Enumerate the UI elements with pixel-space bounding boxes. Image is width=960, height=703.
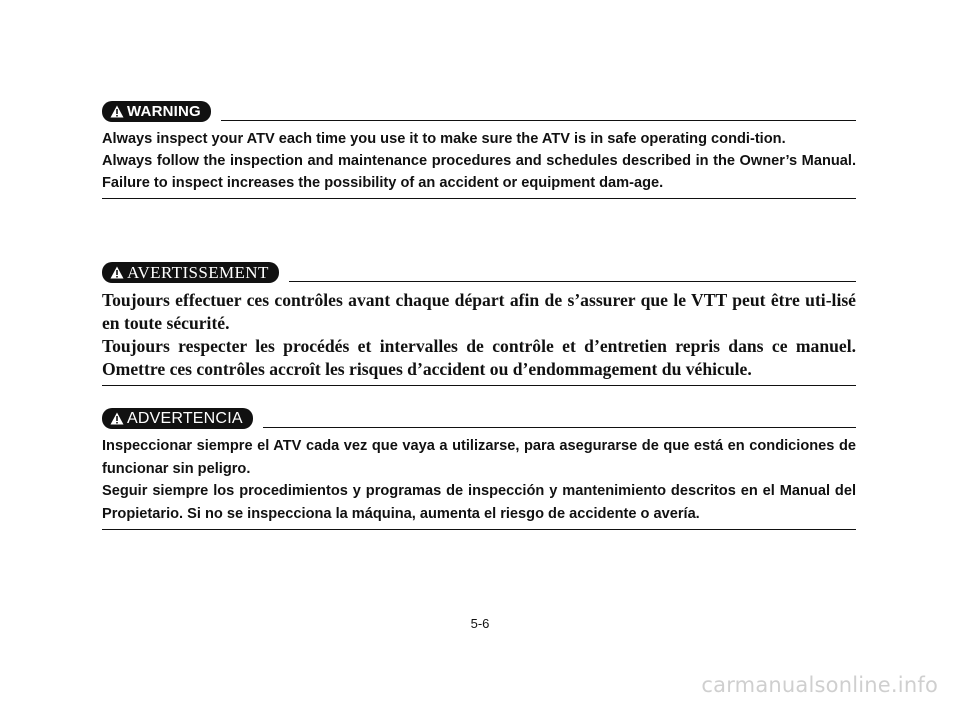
footer-rule xyxy=(102,385,856,386)
watermark: carmanualsonline.info xyxy=(701,673,938,697)
warning-body xyxy=(102,128,856,194)
warning-section-english xyxy=(102,100,856,199)
footer-rule xyxy=(102,529,856,530)
warning-badge-label: ADVERTENCIA xyxy=(127,409,243,427)
warning-badge xyxy=(102,101,211,122)
warning-paragraph: Seguir siempre los procedimientos y programas de inspección y mantenimiento descritos en el Manual del Propietario. Si no se inspecciona la máquina, aumenta el riesgo de accidente o avería. xyxy=(102,483,856,522)
warning-section-french xyxy=(102,261,856,386)
warning-paragraph: Toujours effectuer ces contrôles avant chaque départ afin de s’assurer que le VTT peut être uti-lisé en toute sécurité. xyxy=(102,290,856,333)
warning-paragraph: Inspeccionar siempre el ATV cada vez que vaya a utilizarse, para asegurarse de que está en condiciones de funcionar sin peligro. xyxy=(102,438,856,477)
warning-badge xyxy=(102,262,279,283)
warning-triangle-icon xyxy=(110,266,124,279)
warning-body xyxy=(102,289,856,381)
warning-badge xyxy=(102,408,253,429)
header-rule xyxy=(289,281,856,282)
warning-paragraph: Toujours respecter les procédés et intervalles de contrôle et d’entretien repris dans ce manuel. Omettre ces contrôles accroît les risques d’accident ou d’endommagement du véhicule. xyxy=(102,336,856,379)
warning-header xyxy=(102,100,856,122)
footer-rule xyxy=(102,198,856,199)
warning-triangle-icon xyxy=(110,412,124,425)
warning-paragraph: Always inspect your ATV each time you use it to make sure the ATV is in safe operating condi-tion. xyxy=(102,131,786,147)
warning-header xyxy=(102,407,856,429)
header-rule xyxy=(263,427,856,428)
warning-section-spanish xyxy=(102,407,856,530)
warning-body xyxy=(102,435,856,525)
warning-paragraph: Always follow the inspection and maintenance procedures and schedules described in the Owner’s Manual. Failure to inspect increases the possibility of an accident or equipment dam-age. xyxy=(102,153,856,191)
warning-header xyxy=(102,261,856,283)
warning-badge-label: WARNING xyxy=(127,103,201,120)
page-number: 5-6 xyxy=(470,616,490,631)
warning-badge-label: AVERTISSEMENT xyxy=(127,262,269,282)
warning-triangle-icon xyxy=(110,105,124,118)
header-rule xyxy=(221,120,856,121)
